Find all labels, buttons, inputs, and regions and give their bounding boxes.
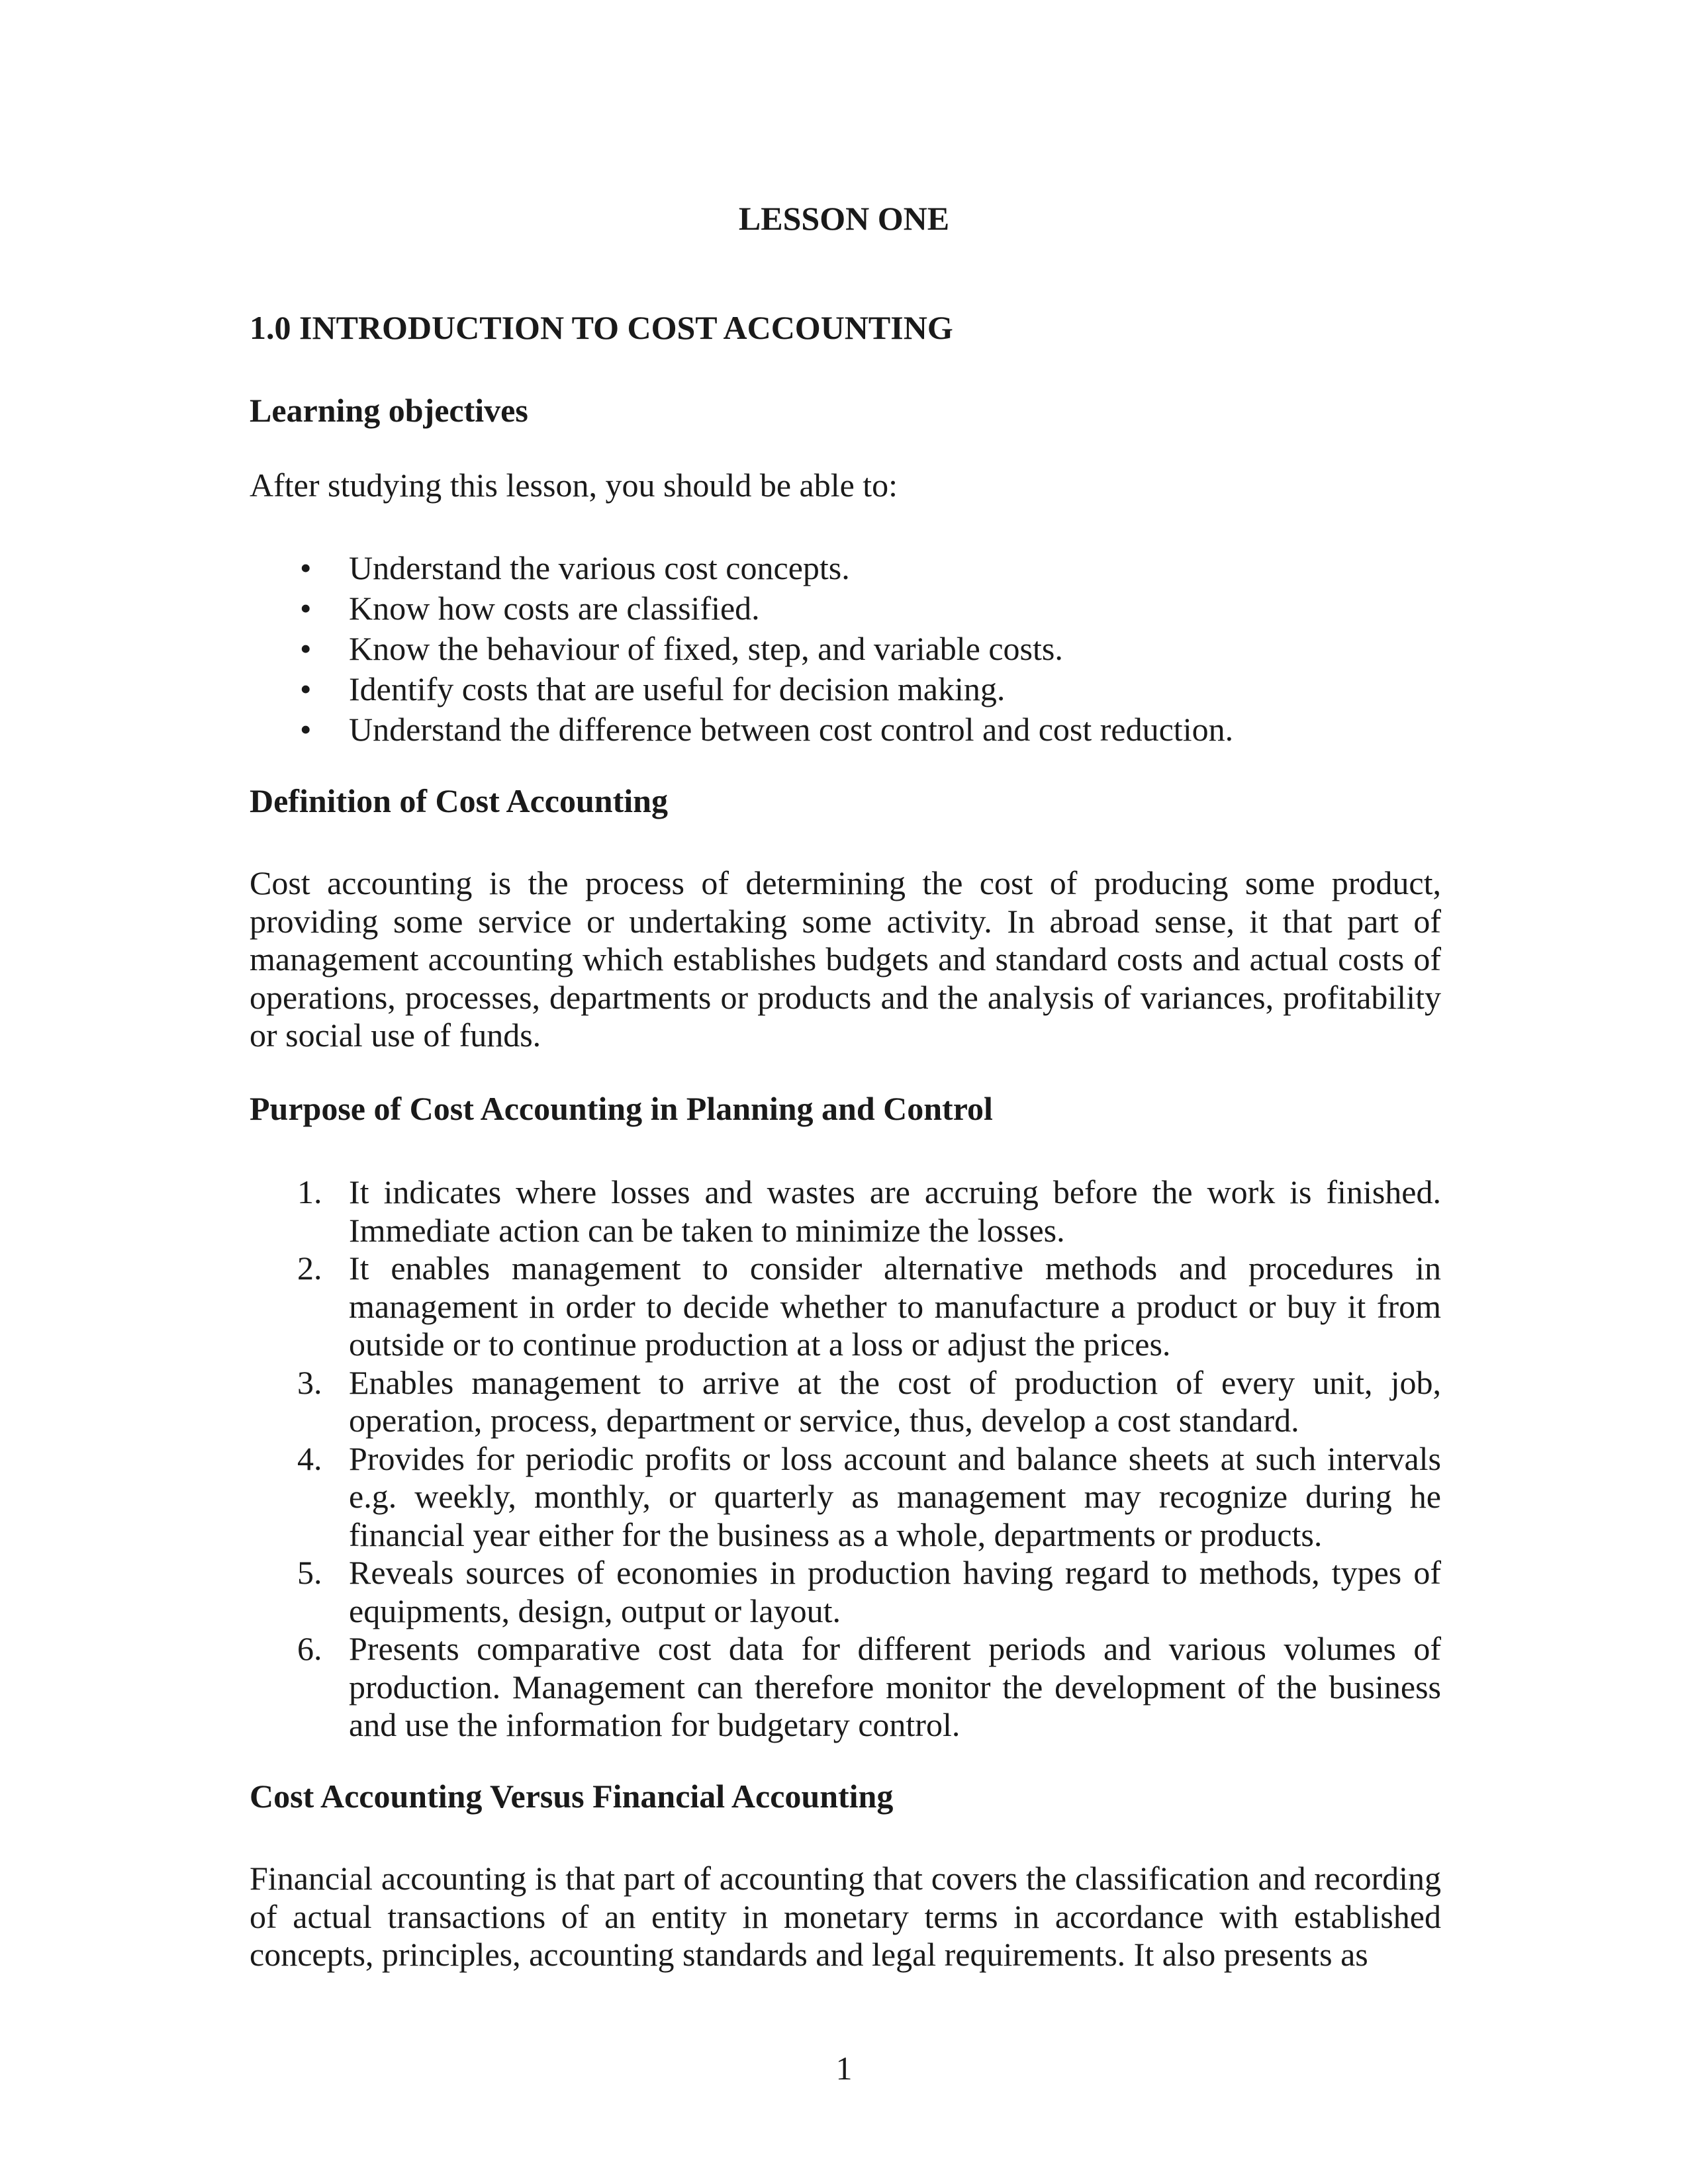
list-number: 2. — [297, 1250, 322, 1287]
list-number: 6. — [297, 1630, 322, 1667]
bullet-icon: • — [300, 590, 312, 627]
definition-heading: Definition of Cost Accounting — [250, 782, 668, 819]
list-number: 1. — [297, 1173, 322, 1210]
list-item-text: It indicates where losses and wastes are accruing before the work is finished. Immediate action can be taken to minimize the losses. — [349, 1173, 1441, 1249]
learning-objectives-list — [250, 548, 1233, 750]
bullet-icon: • — [300, 670, 312, 707]
list-item-text: Understand the various cost concepts. — [349, 549, 850, 586]
list-item-text: Provides for periodic profits or loss account and balance sheets at such intervals e.g. weekly, monthly, or quarterly as management may recognize during he financial year either for the business as a whole, departments or products. — [349, 1439, 1441, 1553]
list-item — [250, 588, 1233, 629]
learning-objectives-intro: After studying this lesson, you should be able to: — [250, 467, 898, 504]
list-item-text: Understand the difference between cost control and cost reduction. — [349, 711, 1234, 748]
list-item-text: Know how costs are classified. — [349, 590, 760, 627]
list-item — [250, 669, 1233, 709]
list-item-text: Presents comparative cost data for different periods and various volumes of production. Management can therefore monitor the development of the business and use the information for budgetary control. — [349, 1630, 1441, 1743]
list-item-text: It enables management to consider alternative methods and procedures in management in order to decide whether to manufacture a product or buy it from outside or to continue production at a loss or adjust the prices. — [349, 1250, 1441, 1363]
bullet-icon: • — [300, 711, 312, 748]
purpose-list — [250, 1173, 1441, 1745]
list-number: 5. — [297, 1554, 322, 1591]
list-item-text: Reveals sources of economies in production having regard to methods, types of equipments, design, output or layout. — [349, 1554, 1441, 1629]
list-item — [250, 709, 1233, 750]
list-item — [250, 1364, 1441, 1440]
list-item — [250, 1173, 1441, 1250]
list-item-text: Enables management to arrive at the cost of production of every unit, job, operation, process, department or service, thus, develop a cost standard. — [349, 1363, 1441, 1439]
learning-objectives-heading: Learning objectives — [250, 392, 528, 429]
definition-paragraph: Cost accounting is the process of determining the cost of producing some product, providing some service or undertaking some activity. In abroad sense, it that part of management accounting which establishes budgets and standard costs and actual costs of operations, processes, departments or products and the analysis of variances, profitability or social use of funds. — [250, 864, 1441, 1054]
list-number: 4. — [297, 1439, 322, 1477]
versus-paragraph: Financial accounting is that part of accounting that covers the classification and recording of actual transactions of an entity in monetary terms in accordance with established concepts, principles, accounting standards and legal requirements. It also presents as — [250, 1860, 1441, 1973]
versus-heading: Cost Accounting Versus Financial Accounting — [250, 1778, 894, 1815]
list-item — [250, 548, 1233, 588]
list-item-text: Know the behaviour of fixed, step, and variable costs. — [349, 630, 1063, 667]
page-number: 1 — [835, 2050, 853, 2087]
bullet-icon: • — [300, 549, 312, 586]
list-item — [250, 629, 1233, 669]
list-number: 3. — [297, 1363, 322, 1401]
purpose-heading: Purpose of Cost Accounting in Planning and Control — [250, 1090, 993, 1127]
list-item-text: Identify costs that are useful for decision making. — [349, 670, 1006, 707]
list-item — [250, 1440, 1441, 1555]
list-item — [250, 1554, 1441, 1630]
lesson-title: LESSON ONE — [738, 200, 950, 237]
section-title: 1.0 INTRODUCTION TO COST ACCOUNTING — [250, 309, 953, 346]
list-item — [250, 1630, 1441, 1745]
list-item — [250, 1250, 1441, 1364]
bullet-icon: • — [300, 630, 312, 667]
